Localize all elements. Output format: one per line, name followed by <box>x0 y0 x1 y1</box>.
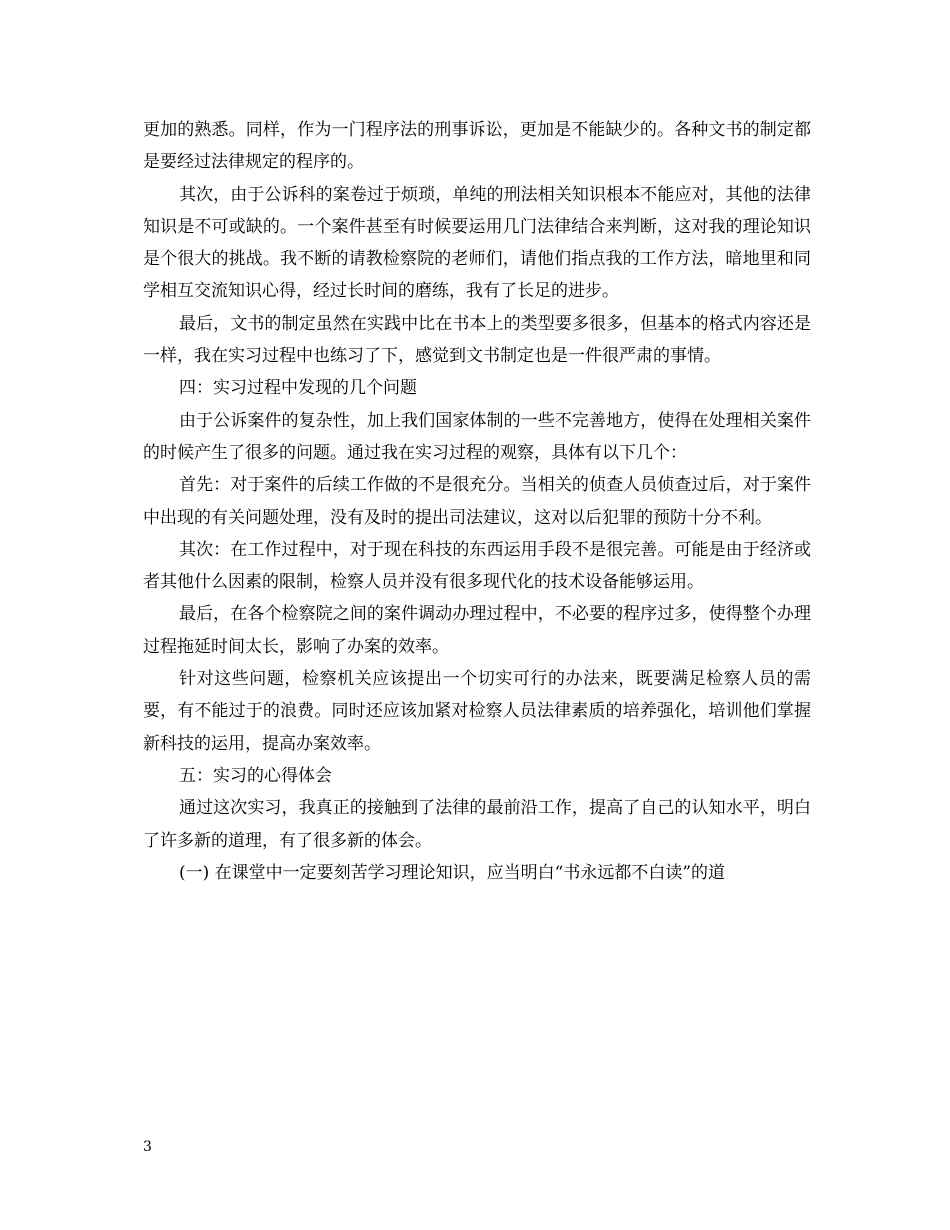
document-body <box>143 114 811 889</box>
paragraph-1: 更加的熟悉。同样，作为一门程序法的刑事诉讼，更加是不能缺少的。各种文书的制定都是要经过法律规定的程序的。 <box>143 120 811 173</box>
paragraph-2: 其次，由于公诉科的案卷过于烦琐，单纯的刑法相关知识根本不能应对，其他的法律知识是不可或缺的。一个案件甚至有时候要运用几门法律结合来判断，这对我的理论知识是个很大的挑战。我不断的请教检察院的老师们，请他们指点我的工作方法，暗地里和同学相互交流知识心得，经过长时间的磨练，我有了长足的进步。 <box>143 184 811 302</box>
paragraph-3: 最后，文书的制定虽然在实践中比在书本上的类型要多很多，但基本的格式内容还是一样，我在实习过程中也练习了下，感觉到文书制定也是一件很严肃的事情。 <box>143 313 811 367</box>
paragraph-8: 最后，在各个检察院之间的案件调动办理过程中，不必要的程序过多，使得整个办理过程拖延时间太长，影响了办案的效率。 <box>143 604 811 657</box>
paragraph-12: (一) 在课堂中一定要刻苦学习理论知识，应当明白“书永远都不白读”的道 <box>179 862 726 883</box>
paragraph-7: 其次：在工作过程中，对于现在科技的东西运用手段不是很完善。可能是由于经济或者其他什么因素的限制，检察人员并没有很多现代化的技术设备能够运用。 <box>143 539 811 593</box>
paragraph-9: 针对这些问题，检察机关应该提出一个切实可行的办法来，既要满足检察人员的需要，有不能过于的浪费。同时还应该加紧对检察人员法律素质的培养强化，培训他们掌握新科技的运用，提高办案效率。 <box>143 669 811 754</box>
paragraph-6: 首先：对于案件的后续工作做的不是很充分。当相关的侦查人员侦查过后，对于案件中出现的有关问题处理，没有及时的提出司法建议，这对以后犯罪的预防十分不利。 <box>143 475 811 528</box>
page-number: 3 <box>143 1139 152 1155</box>
section-heading-5: 五：实习的心得体会 <box>179 765 332 786</box>
paragraph-5: 由于公诉案件的复杂性，加上我们国家体制的一些不完善地方，使得在处理相关案件的时候产生了很多的问题。通过我在实习过程的观察，具体有以下几个： <box>143 410 811 463</box>
paragraph-11: 通过这次实习，我真正的接触到了法律的最前沿工作，提高了自己的认知水平，明白了许多新的道理，有了很多新的体会。 <box>143 798 811 851</box>
section-heading-4: 四：实习过程中发现的几个问题 <box>179 378 417 399</box>
